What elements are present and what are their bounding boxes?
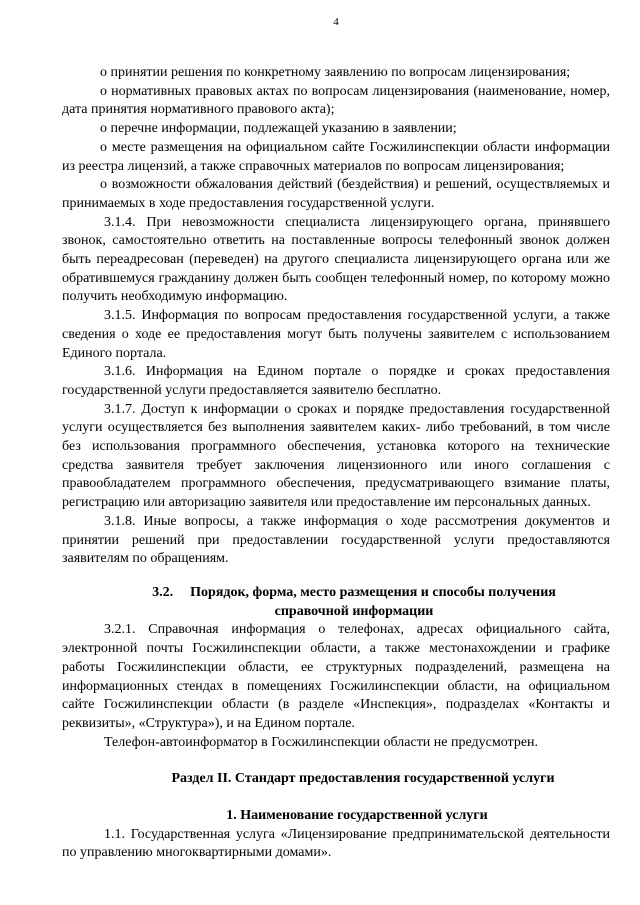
paragraph-3-1-4: 3.1.4. При невозможности специалиста лицензирующего органа, принявшего звонок, самостоятельно ответить на поставленные вопросы телефонный звонок должен быть переадресован (переведен) на другого специалиста лицензирующего органа или же обратившемуся гражданину должен быть сообщен телефонный номер, по которому можно получить необходимую информацию. xyxy=(62,214,610,305)
list-item: о принятии решения по конкретному заявлению по вопросам лицензирования; xyxy=(100,65,571,80)
page-number: 4 xyxy=(333,16,339,28)
paragraph-3-2-1: 3.2.1. Справочная информация о телефонах, адресах официального сайта, электронной почты Госжилинспекции области, а также местонахождении и графике работы Госжилинспекции области, ее структурных подразделений, размещена на информационных стендах в помещениях Госжилинспекции области, на официальном сайте Госжилинспекции области (в разделе «Инспекция», подразделах «Контакты и реквизиты», «Структура»), и на Едином портале. xyxy=(62,622,610,731)
paragraph-3-1-5: 3.1.5. Информация по вопросам предоставления государственной услуги, а также сведения о ходе ее предоставления могут быть получены заявителем с использованием Единого портала. xyxy=(62,308,610,361)
section-heading-3-2-line2: справочной информации xyxy=(274,603,434,619)
document-body xyxy=(62,64,610,863)
section-title: Порядок, форма, место размещения и способы получения xyxy=(190,584,556,600)
list-item: о возможности обжалования действий (бездействия) и решений, осуществляемых и принимаемых в ходе предоставления государственной услуги. xyxy=(62,177,610,211)
paragraph-3-1-6: 3.1.6. Информация на Едином портале о порядке и сроках предоставления государственной услуги предоставляется заявителю бесплатно. xyxy=(62,364,610,398)
list-item: о перечне информации, подлежащей указанию в заявлении; xyxy=(100,121,457,137)
section-heading-3-2-line1 xyxy=(98,584,610,603)
list-item: о месте размещения на официальном сайте Госжилинспекции области информации из реестра лицензий, а также справочных материалов по вопросам лицензирования; xyxy=(62,139,610,174)
section-number: 3.2. xyxy=(152,584,174,600)
section-heading-3-2 xyxy=(62,584,610,621)
paragraph-autoinformer: Телефон-автоинформатор в Госжилинспекции области не предусмотрен. xyxy=(104,734,539,750)
paragraph-1-1: 1.1. Государственная услуга «Лицензирование предпринимательской деятельности по управлению многоквартирными домами». xyxy=(62,826,610,861)
subsection-heading-1: 1. Наименование государственной услуги xyxy=(226,808,488,824)
list-item: о нормативных правовых актах по вопросам лицензирования (наименование, номер, дата принятия нормативного правового акта); xyxy=(62,83,610,118)
paragraph-3-1-8: 3.1.8. Иные вопросы, а также информация о ходе рассмотрения документов и принятии решений при предоставлении государственной услуги предоставляются заявителям по обращениям. xyxy=(62,513,610,567)
section-heading-part-2: Раздел II. Стандарт предоставления государственной услуги xyxy=(171,771,555,787)
paragraph-3-1-7: 3.1.7. Доступ к информации о сроках и порядке предоставления государственной услуги осуществляется без выполнения заявителем каких- либо требований, в том числе без использования программного обеспечения, установка которого на технические средства заявителя требует заключения лицензионного или иного соглашения с правообладателем программного обеспечения, предусматривающего взимание платы, регистрацию или авторизацию заявителя или предоставление им персональных данных. xyxy=(62,401,610,511)
